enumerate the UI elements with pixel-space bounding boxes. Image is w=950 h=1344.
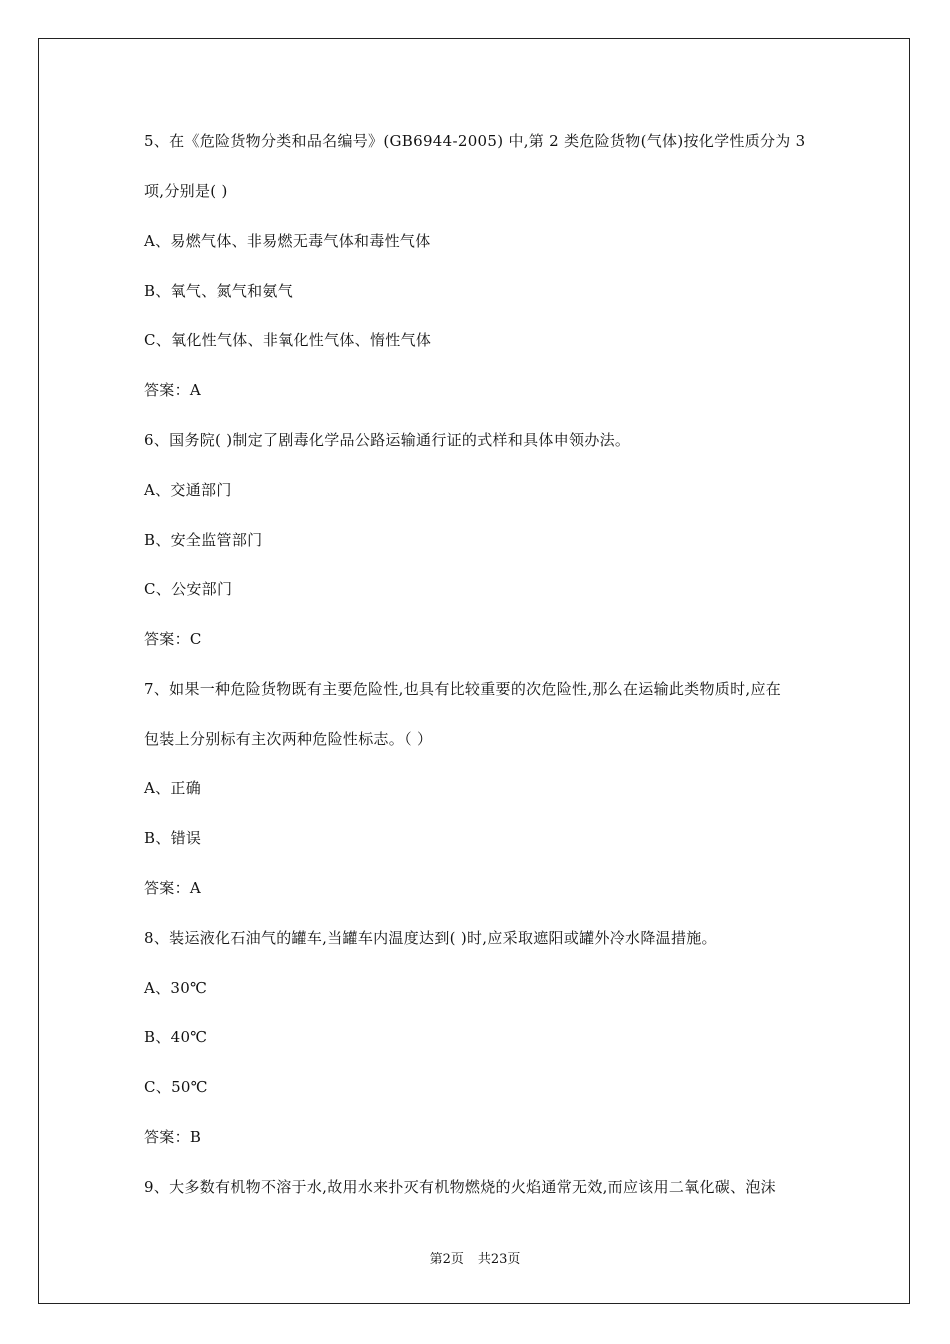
page-total: 共23页 (477, 1252, 521, 1267)
question-5-option-c: C、氧化性气体、非氧化性气体、惰性气体 (144, 331, 432, 349)
question-8-answer: 答案：B (144, 1128, 202, 1146)
question-5-line-1: 5、在《危险货物分类和品名编号》(GB6944-2005) 中,第 2 类危险货物(气体)按化学性质分为 3 (144, 132, 806, 150)
question-6-answer: 答案：C (144, 630, 202, 648)
question-7-option-b: B、错误 (144, 829, 202, 847)
question-7-line-2: 包装上分别标有主次两种危险性标志。（ ） (144, 730, 433, 748)
question-7-option-a: A、正确 (144, 779, 202, 797)
question-5-line-2: 项,分别是( ) (144, 182, 228, 200)
question-5-option-b: B、氧气、氮气和氨气 (144, 282, 294, 300)
question-8-option-c: C、50℃ (144, 1078, 208, 1096)
question-6-option-a: A、交通部门 (144, 481, 232, 499)
question-5-answer: 答案：A (144, 381, 202, 399)
page-border (38, 38, 910, 1304)
question-7-answer: 答案：A (144, 879, 202, 897)
question-9-line-1: 9、大多数有机物不溶于水,故用水来扑灭有机物燃烧的火焰通常无效,而应该用二氧化碳、泡沫 (144, 1178, 776, 1196)
question-8-option-b: B、40℃ (144, 1028, 208, 1046)
page-number: 第2页 (429, 1252, 464, 1267)
question-8-line-1: 8、装运液化石油气的罐车,当罐车内温度达到( )时,应采取遮阳或罐外冷水降温措施。 (144, 929, 717, 947)
question-5-option-a: A、易燃气体、非易燃无毒气体和毒性气体 (144, 232, 431, 250)
question-6-line-1: 6、国务院( )制定了剧毒化学品公路运输通行证的式样和具体申领办法。 (144, 431, 631, 449)
question-7-line-1: 7、如果一种危险货物既有主要危险性,也具有比较重要的次危险性,那么在运输此类物质时,应在 (144, 680, 782, 698)
question-6-option-b: B、安全监管部门 (144, 531, 263, 549)
question-8-option-a: A、30℃ (144, 979, 208, 997)
question-6-option-c: C、公安部门 (144, 580, 233, 598)
page-footer (0, 1248, 950, 1267)
